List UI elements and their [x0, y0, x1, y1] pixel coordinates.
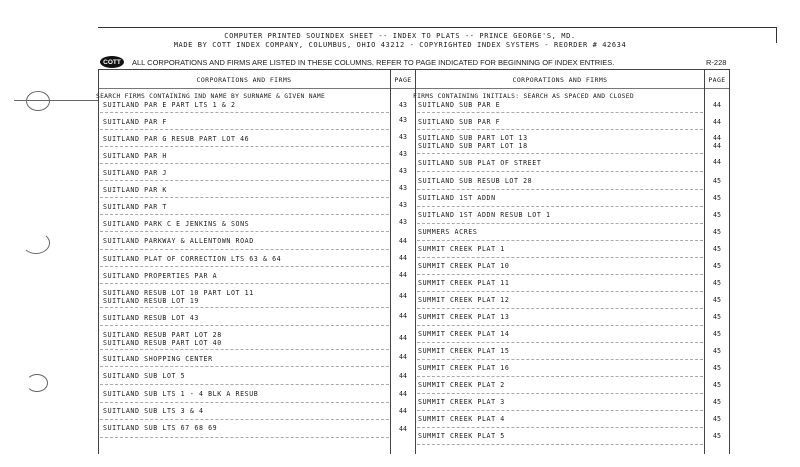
entry-text: SUITLAND PAR E PART LTS 1 & 2	[103, 101, 236, 109]
list-item	[103, 407, 204, 415]
page-ref: 45	[713, 296, 721, 304]
notice-banner	[100, 55, 614, 69]
row-rule	[417, 427, 703, 428]
page-ref: 45	[713, 347, 721, 355]
list-item	[418, 118, 500, 126]
page-ref: 44	[399, 425, 407, 433]
list-item	[103, 135, 249, 143]
row-rule	[100, 366, 389, 367]
list-item	[418, 159, 541, 167]
entry-text: SUITLAND RESUB PART LOT 40	[103, 339, 222, 347]
sheet-title: COMPUTER PRINTED SOUINDEX SHEET -- INDEX TO PLATS -- PRINCE GEORGE'S, MD.	[224, 32, 576, 40]
row-rule	[100, 249, 389, 250]
row-rule	[417, 376, 703, 377]
entry-text: SUMMIT CREEK PLAT 13	[418, 313, 510, 321]
row-rule	[100, 197, 389, 198]
row-rule	[417, 444, 703, 445]
list-item	[103, 118, 167, 126]
page-ref: 43	[399, 184, 407, 192]
entry-text: SUITLAND SUB PAR F	[418, 118, 501, 126]
row-rule	[100, 419, 389, 420]
entry-text: SUITLAND RESUB LOT 43	[103, 314, 199, 322]
page-ref: 43	[399, 133, 407, 141]
entry-text: SUITLAND RESUB LOT 19	[103, 297, 199, 305]
row-rule	[100, 384, 389, 385]
row-rule	[100, 231, 389, 232]
list-item	[418, 296, 509, 304]
entry-text: SUITLAND SUB PLAT OF STREET	[418, 159, 542, 167]
entry-text: SUITLAND PAR G RESUB PART LOT 46	[103, 135, 250, 143]
right-border	[729, 69, 730, 454]
page-ref: 43	[399, 201, 407, 209]
list-item	[103, 390, 258, 398]
page-ref: 45	[713, 211, 721, 219]
binder-hole-mark	[26, 374, 48, 392]
row-rule	[100, 283, 389, 284]
list-item	[418, 194, 496, 202]
row-rule	[100, 214, 389, 215]
entry-text: SUITLAND RESUB PART LOT 28	[103, 331, 222, 339]
row-rule	[100, 266, 389, 267]
page-ref: 45	[713, 364, 721, 372]
page-ref: 44	[399, 254, 407, 262]
list-item	[103, 203, 167, 211]
row-rule	[100, 163, 389, 164]
list-item	[103, 237, 254, 245]
page-ref: 43	[399, 101, 407, 109]
right-column-heading: CORPORATIONS AND FIRMS	[512, 76, 608, 84]
binder-hole-mark	[22, 232, 50, 254]
list-item	[418, 228, 477, 236]
row-rule	[417, 112, 703, 113]
entry-text: SUMMIT CREEK PLAT 16	[418, 364, 510, 372]
page-ref: 43	[399, 150, 407, 158]
row-rule	[417, 257, 703, 258]
list-item	[103, 152, 167, 160]
heading-rule	[98, 88, 729, 89]
right-subheading: FIRMS CONTAINING INITIALS: SEARCH AS SPACED AND CLOSED	[413, 93, 634, 100]
sheet-number: R-228	[706, 58, 727, 67]
entry-text: SUITLAND SUB PART LOT 13	[418, 134, 528, 142]
entry-text: SUMMIT CREEK PLAT 14	[418, 330, 510, 338]
list-item	[103, 331, 222, 347]
left-border	[98, 69, 99, 454]
page-ref: 44	[399, 372, 407, 380]
page-ref: 44	[399, 312, 407, 320]
row-rule	[417, 223, 703, 224]
row-rule	[100, 402, 389, 403]
page-ref: 44	[399, 390, 407, 398]
entry-text: SUITLAND SUB LTS 67 68 69	[103, 424, 218, 432]
page-ref: 44	[713, 158, 721, 166]
list-item	[418, 347, 509, 355]
row-rule	[417, 240, 703, 241]
entry-text: SUITLAND 1ST ADDN RESUB LOT 1	[418, 211, 551, 219]
row-rule	[417, 129, 703, 130]
list-item	[418, 262, 509, 270]
entry-text: SUITLAND SUB PAR E	[418, 101, 501, 109]
list-item	[418, 245, 505, 253]
row-rule	[100, 129, 389, 130]
row-rule	[100, 325, 389, 326]
entry-text: SUITLAND PAR J	[103, 169, 167, 177]
entry-text: SUITLAND SHOPPING CENTER	[103, 355, 213, 363]
page-ref: 45	[713, 381, 721, 389]
page-ref: 45	[713, 245, 721, 253]
entry-text: SUMMERS ACRES	[418, 228, 478, 236]
page-ref: 44	[713, 134, 721, 142]
entry-text: SUITLAND PARK C E JENKINS & SONS	[103, 220, 250, 228]
entry-text: SUITLAND RESUB LOT 10 PART LOT 11	[103, 289, 254, 297]
list-item	[418, 134, 528, 150]
list-item	[418, 313, 509, 321]
page-ref: 44	[399, 353, 407, 361]
page-ref: 45	[713, 228, 721, 236]
entry-text: SUITLAND PAR T	[103, 203, 167, 211]
row-rule	[100, 349, 389, 350]
entry-text: SUITLAND SUB RESUB LOT 28	[418, 177, 533, 185]
list-item	[418, 279, 509, 287]
page-ref: 44	[713, 142, 721, 150]
row-rule	[417, 153, 703, 154]
entry-text: SUMMIT CREEK PLAT 1	[418, 245, 505, 253]
divider-left-page	[390, 69, 391, 454]
list-item	[103, 186, 167, 194]
page-ref: 44	[713, 101, 721, 109]
list-item	[103, 355, 213, 363]
page-ref: 44	[399, 407, 407, 415]
entry-text: SUMMIT CREEK PLAT 5	[418, 432, 505, 440]
page-ref: 45	[713, 194, 721, 202]
row-rule	[100, 180, 389, 181]
entry-text: SUITLAND PARKWAY & ALLENTOWN ROAD	[103, 237, 254, 245]
list-item	[103, 169, 167, 177]
page-ref: 43	[399, 218, 407, 226]
list-item	[418, 432, 505, 440]
row-rule	[417, 189, 703, 190]
left-page-heading: PAGE	[394, 76, 412, 84]
entry-text: SUITLAND 1ST ADDN	[418, 194, 496, 202]
entry-text: SUMMIT CREEK PLAT 12	[418, 296, 510, 304]
page-ref: 45	[713, 279, 721, 287]
table-top-rule	[98, 69, 729, 70]
divider-right-page	[704, 69, 705, 454]
page-ref: 45	[713, 330, 721, 338]
entry-text: SUMMIT CREEK PLAT 11	[418, 279, 510, 287]
page-ref: 45	[713, 432, 721, 440]
page-ref: 45	[713, 313, 721, 321]
left-column-heading: CORPORATIONS AND FIRMS	[196, 76, 292, 84]
page-ref: 45	[713, 262, 721, 270]
list-item	[103, 220, 249, 228]
page-ref: 44	[399, 292, 407, 300]
divider-center	[415, 69, 416, 454]
entry-text: SUITLAND PLAT OF CORRECTION LTS 63 & 64	[103, 255, 282, 263]
entry-text: SUITLAND SUB PART LOT 18	[418, 142, 528, 150]
list-item	[103, 314, 199, 322]
row-rule	[417, 325, 703, 326]
page-ref: 45	[713, 177, 721, 185]
list-item	[418, 330, 509, 338]
row-rule	[417, 308, 703, 309]
row-rule	[417, 206, 703, 207]
entry-text: SUITLAND SUB LOT 5	[103, 372, 186, 380]
list-item	[418, 398, 505, 406]
page-ref: 44	[399, 237, 407, 245]
list-item	[418, 211, 551, 219]
binder-hole-mark	[26, 91, 50, 111]
publisher-line: MADE BY COTT INDEX COMPANY, COLUMBUS, OHIO 43212 - COPYRIGHTED INDEX SYSTEMS - REORDER # 42634	[173, 41, 627, 49]
page-ref: 44	[399, 334, 407, 342]
cott-logo: COTT	[100, 56, 124, 68]
list-item	[418, 415, 505, 423]
list-item	[103, 101, 236, 109]
list-item	[418, 381, 505, 389]
row-rule	[100, 112, 389, 113]
top-rule	[98, 27, 776, 28]
row-rule	[417, 410, 703, 411]
entry-text: SUMMIT CREEK PLAT 10	[418, 262, 510, 270]
row-rule	[417, 393, 703, 394]
list-item	[103, 289, 254, 305]
list-item	[418, 101, 500, 109]
row-rule	[417, 171, 703, 172]
page-ref: 45	[713, 415, 721, 423]
row-rule	[417, 274, 703, 275]
entry-text: SUITLAND SUB LTS 3 & 4	[103, 407, 204, 415]
entry-text: SUITLAND SUB LTS 1 - 4 BLK A RESUB	[103, 390, 259, 398]
entry-text: SUITLAND PROPERTIES PAR A	[103, 272, 218, 280]
row-rule	[100, 437, 389, 438]
entry-text: SUITLAND PAR K	[103, 186, 167, 194]
page-ref: 43	[399, 167, 407, 175]
row-rule	[100, 146, 389, 147]
binder-hole-stroke	[14, 100, 98, 101]
row-rule	[417, 359, 703, 360]
list-item	[103, 372, 185, 380]
list-item	[103, 424, 217, 432]
entry-text: SUITLAND PAR H	[103, 152, 167, 160]
list-item	[103, 255, 281, 263]
row-rule	[417, 291, 703, 292]
entry-text: SUMMIT CREEK PLAT 4	[418, 415, 505, 423]
notice-text: ALL CORPORATIONS AND FIRMS ARE LISTED IN THESE COLUMNS. REFER TO PAGE INDICATED FOR BEGINNING OF INDEX ENTRIES.	[132, 57, 615, 67]
left-subheading: SEARCH FIRMS CONTAINING IND NAME BY SURNAME & GIVEN NAME	[96, 93, 326, 100]
entry-text: SUMMIT CREEK PLAT 15	[418, 347, 510, 355]
page-ref: 44	[713, 118, 721, 126]
page-ref: 43	[399, 116, 407, 124]
row-rule	[417, 342, 703, 343]
right-page-heading: PAGE	[708, 76, 726, 84]
list-item	[103, 272, 217, 280]
page-ref: 44	[399, 271, 407, 279]
list-item	[418, 177, 532, 185]
entry-text: SUITLAND PAR F	[103, 118, 167, 126]
list-item	[418, 364, 509, 372]
entry-text: SUMMIT CREEK PLAT 3	[418, 398, 505, 406]
row-rule	[100, 307, 389, 308]
page-ref: 45	[713, 398, 721, 406]
entry-text: SUMMIT CREEK PLAT 2	[418, 381, 505, 389]
